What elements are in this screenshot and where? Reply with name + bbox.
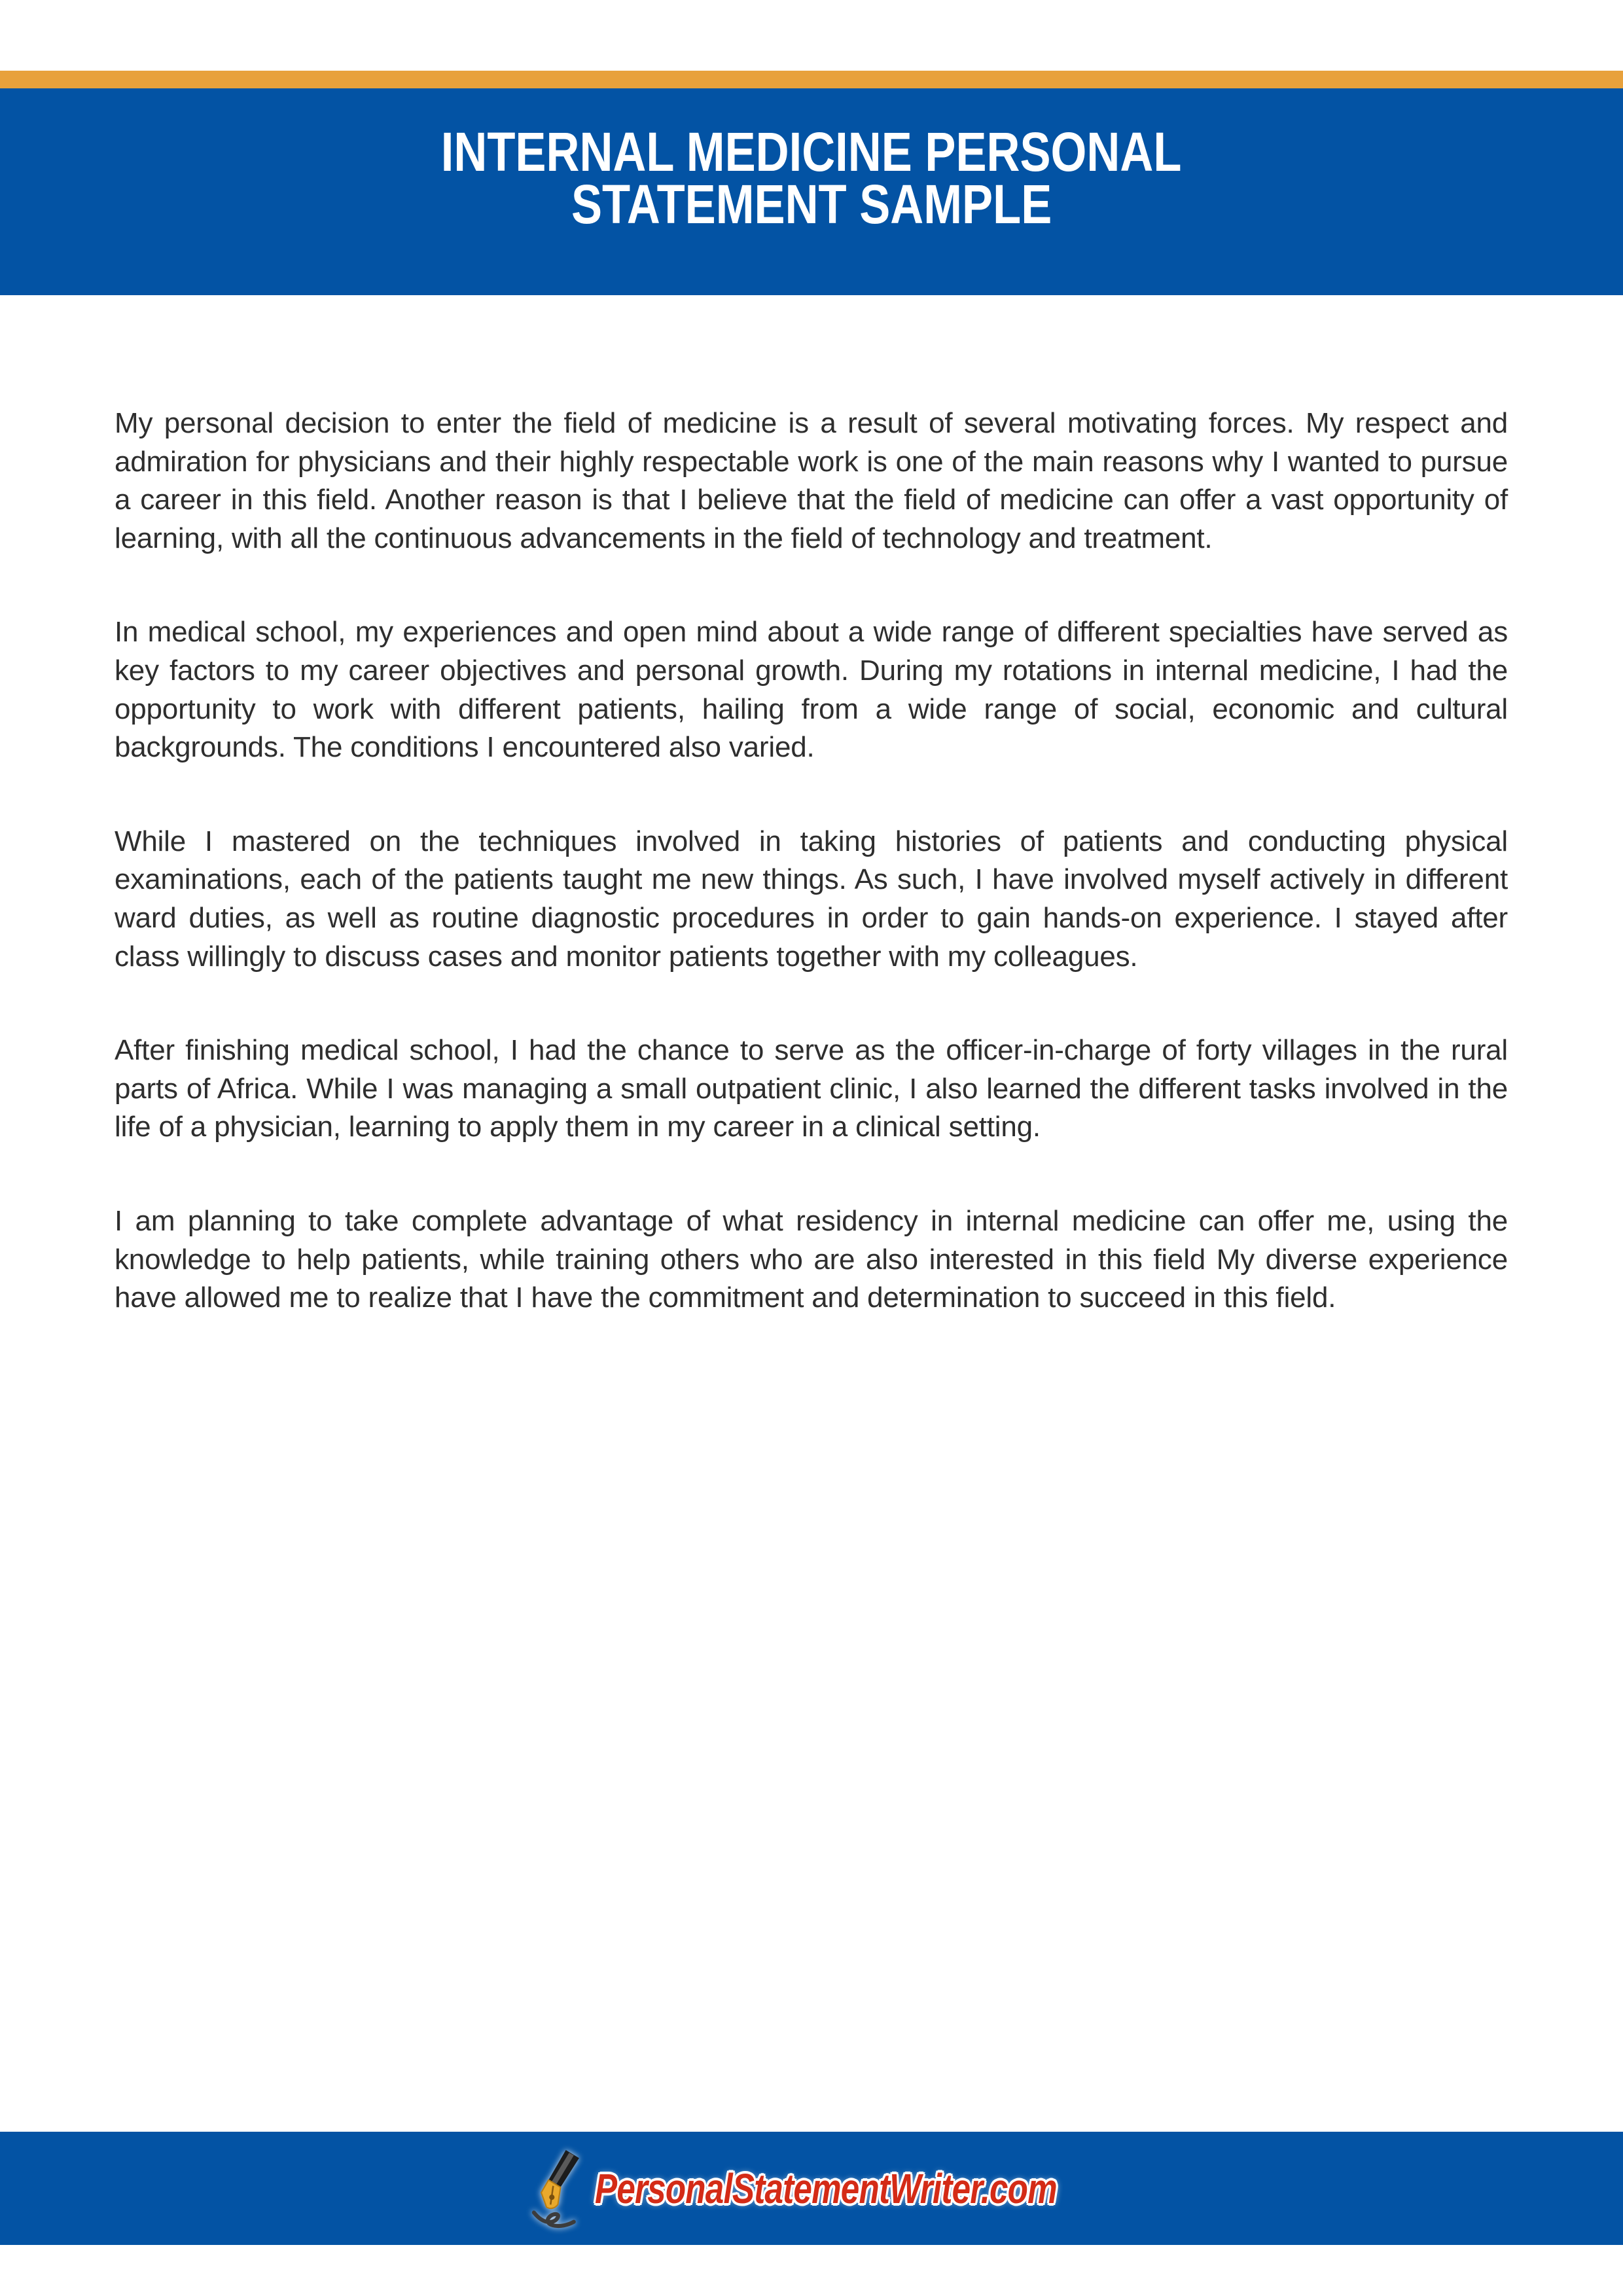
top-margin [0,0,1623,49]
paragraph-1: My personal decision to enter the field of medicine is a result of several motivating forces. My respect and admiration for physicians and their highly respectable work is one of the main reasons why I wanted to pursue a career in this field. Another reason is that I believe that the field of medicine can offer a vast opportunity of learning, with all the continuous advancements in the field of technology and treatment. [115,407,1508,554]
site-name: PersonalStatementWriter.com [594,2164,1057,2212]
paragraph-2: In medical school, my experiences and open mind about a wide range of different specialties have served as key factors to my career objectives and personal growth. During my rotations in internal medicine, I had the opportunity to work with different patients, hailing from a wide range of social, economic and cultural backgrounds. The conditions I encountered also varied. [115,616,1508,764]
site-name-wrap [595,2162,1094,2215]
fountain-pen-icon [530,2149,592,2235]
footer-banner [0,2132,1623,2245]
accent-stripe [0,71,1623,88]
header-banner [0,71,1623,295]
paragraph-5: I am planning to take complete advantage of what residency in internal medicine can offer me, using the knowledge to help patients, while training others who are also interested in this field My diverse experience have allowed me to realize that I have the commitment and determination to succeed in this field. [115,1204,1508,1314]
paragraph-4: After finishing medical school, I had the chance to serve as the officer-in-charge of forty villages in the rural parts of Africa. While I was managing a small outpatient clinic, I also learned the different tasks involved in the life of a physician, learning to apply them in my career in a clinical setting. [115,1034,1508,1143]
paragraph-3: While I mastered on the techniques involved in taking histories of patients and conducting physical examinations, each of the patients taught me new things. As such, I have involved myself actively in different ward duties, as well as routine diagnostic procedures in order to gain hands-on experience. I stayed after class willingly to discuss cases and monitor patients together with my colleagues. [115,825,1508,973]
page-title [0,121,1623,235]
site-logo[interactable] [530,2142,1094,2235]
statement-body [0,295,1623,1318]
page-title-line-1: INTERNAL MEDICINE PERSONAL [441,121,1182,183]
page-title-line-2: STATEMENT SAMPLE [571,173,1052,235]
